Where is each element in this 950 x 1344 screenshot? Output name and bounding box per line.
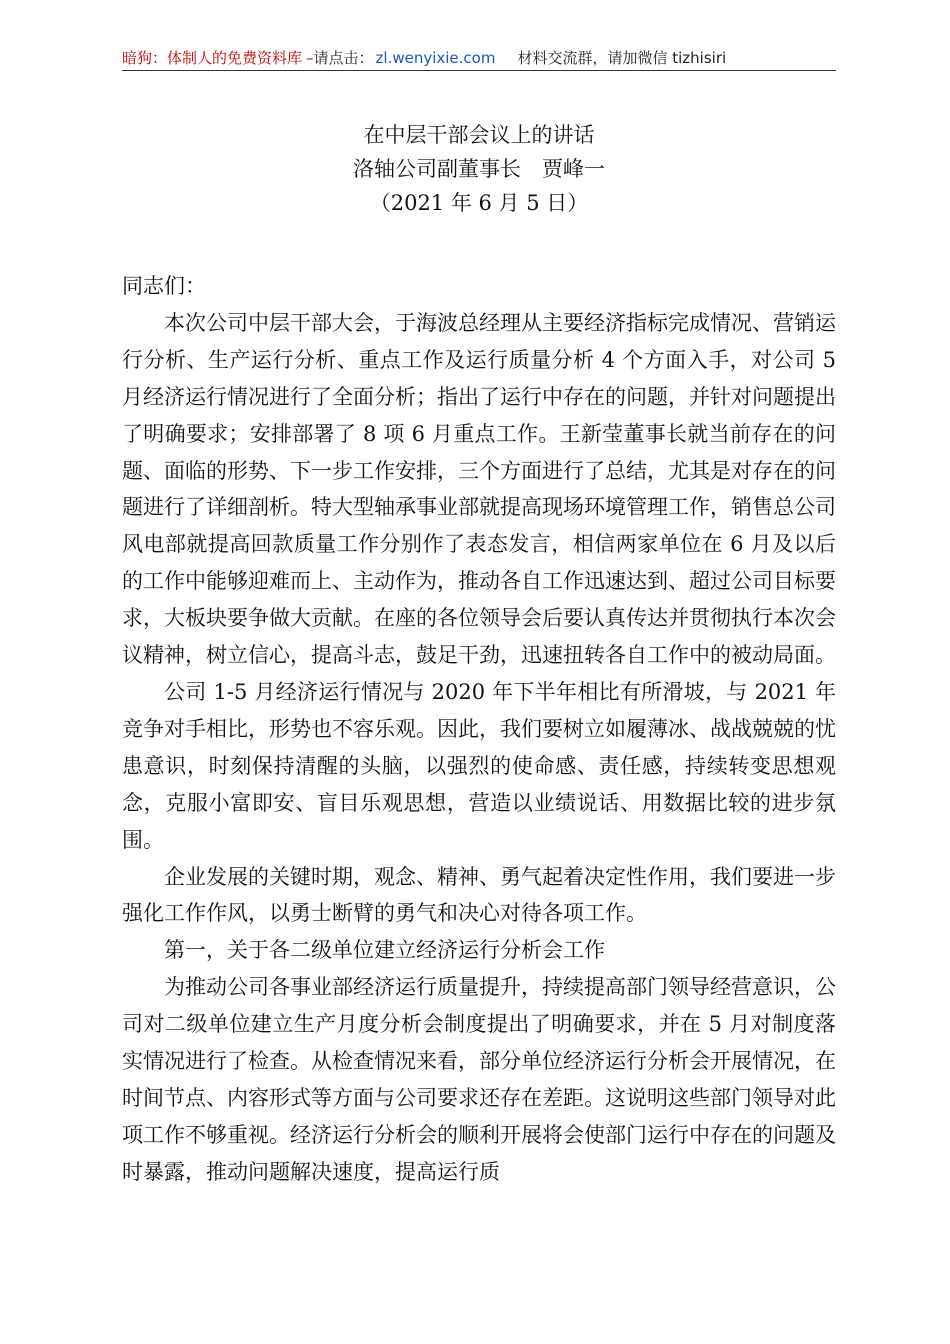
header-separator: – [306,49,314,67]
promo-text: 暗狗：体制人的免费资料库 [122,49,303,67]
page-header [122,46,836,71]
speech-title: 在中层干部会议上的讲话 [363,123,595,147]
paragraph: 公司 1-5 月经济运行情况与 2020 年下半年相比有所滑坡，与 2021 年竞争对手相比，形势也不容乐观。因此，我们要树立如履薄冰、战战兢兢的忧患意识，时刻保持清醒的头脑，以强烈的使命感、责任感，持续转变思想观念，克服小富即安、盲目乐观思想，营造以业绩说话、用数据比较的进步氛围。 [122,679,836,852]
date-line: （2021 年 6 月 5 日） [369,191,589,215]
paragraph: 为推动公司各事业部经济运行质量提升，持续提高部门领导经营意识，公司对二级单位建立生产月度分析会制度提出了明确要求，并在 5 月对制度落实情况进行了检查。从检查情况来看，部分单位经济运行分析会开展情况，在时间节点、内容形式等方面与公司要求还存在差距。这说明这些部门领导对此项工作不够重视。经济运行分析会的顺利开展将会使部门运行中存在的问题及时暴露，推动问题解决速度，提高运行质 [122,975,836,1184]
salutation: 同志们： [122,274,206,298]
paragraph: 企业发展的关键时期，观念、精神、勇气起着决定性作用，我们要进一步强化工作作风，以勇士断臂的勇气和决心对待各项工作。 [122,864,836,926]
paragraph: 本次公司中层干部大会，于海波总经理从主要经济指标完成情况、营销运行分析、生产运行分析、重点工作及运行质量分析 4 个方面入手，对公司 5 月经济运行情况进行了全面分析；指出了运行中存在的问题，并针对问题提出了明确要求；安排部署了 8 项 6 月重点工作。王新莹董事长就当前存在的问题、面临的形势、下一步工作安排，三个方面进行了总结，尤其是对存在的问题进行了详细剖析。特大型轴承事业部就提高现场环境管理工作，销售总公司风电部就提高回款质量工作分别作了表态发言，相信两家单位在 6 月及以后的工作中能够迎难而上、主动作为，推动各自工作迅速达到、超过公司目标要求，大板块要争做大贡献。在座的各位领导会后要认真传达并贯彻执行本次会议精神，树立信心，提高斗志，鼓足干劲，迅速扭转各自工作中的被动局面。 [122,310,836,668]
link-prefix: 请点击： [313,49,374,67]
title-block [122,118,836,220]
author-line: 洛轴公司副董事长 贾峰一 [353,157,605,181]
speech-body [122,268,836,1191]
website-link[interactable]: zl.wenyixie.com [375,49,496,67]
contact-text: 材料交流群，请加微信 tizhisiri [517,49,727,67]
section-heading: 第一，关于各二级单位建立经济运行分析会工作 [164,938,605,963]
